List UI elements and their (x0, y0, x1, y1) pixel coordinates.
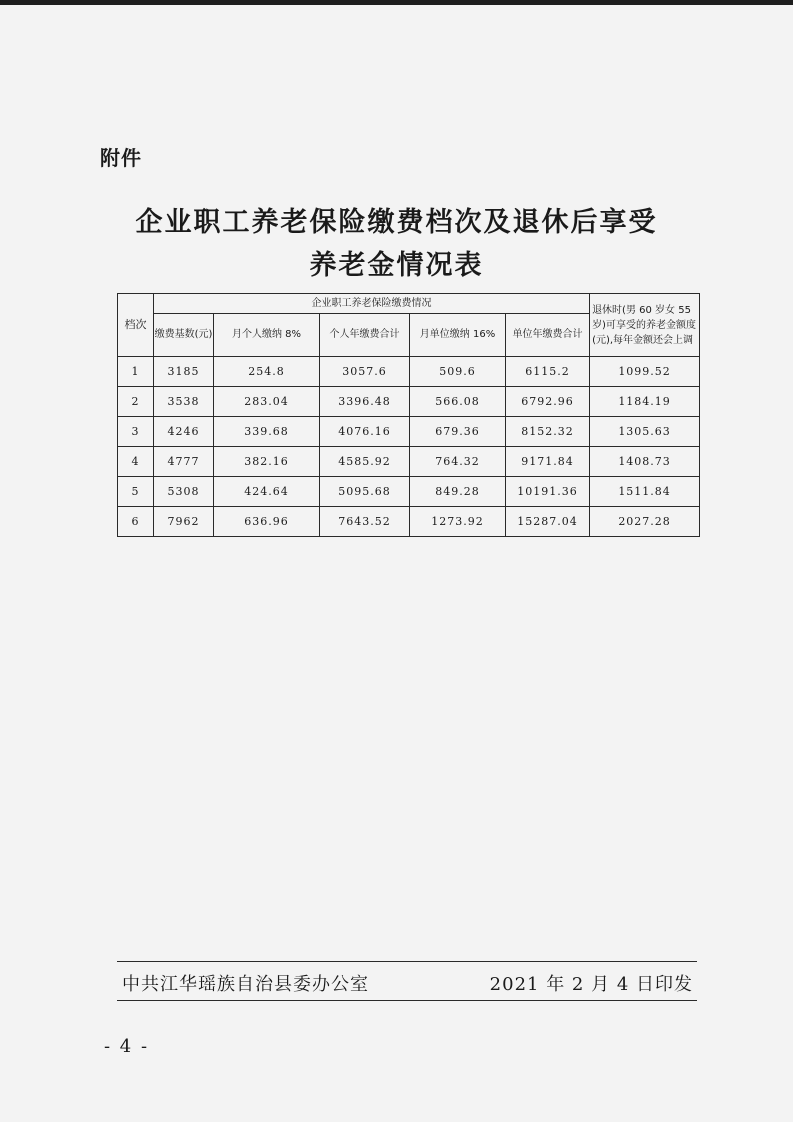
attachment-label: 附件 (100, 146, 142, 170)
unit-year-cell: 6792.96 (506, 387, 590, 417)
unit-month-cell: 1273.92 (410, 507, 506, 537)
pension-cell: 1099.52 (590, 357, 700, 387)
base-cell: 7962 (154, 507, 214, 537)
tier-cell: 5 (118, 477, 154, 507)
footer-bottom-rule (117, 1000, 697, 1001)
pension-cell: 1184.19 (590, 387, 700, 417)
unit-month-header: 月单位缴纳 16% (410, 314, 506, 357)
table-row (118, 357, 700, 387)
unit-month-cell: 849.28 (410, 477, 506, 507)
personal-month-cell: 283.04 (214, 387, 320, 417)
unit-month-cell: 764.32 (410, 447, 506, 477)
document-title-line-2: 养老金情况表 (309, 250, 484, 281)
personal-year-cell: 5095.68 (320, 477, 410, 507)
personal-year-cell: 4585.92 (320, 447, 410, 477)
document-title-line-1: 企业职工养老保险缴费档次及退休后享受 (135, 207, 658, 238)
unit-year-cell: 6115.2 (506, 357, 590, 387)
table-row (118, 507, 700, 537)
base-cell: 5308 (154, 477, 214, 507)
pension-cell: 1408.73 (590, 447, 700, 477)
contribution-table (117, 293, 700, 537)
scan-top-edge (0, 0, 793, 5)
personal-year-cell: 7643.52 (320, 507, 410, 537)
base-cell: 4246 (154, 417, 214, 447)
page-number: - 4 - (104, 1036, 150, 1057)
personal-year-cell: 3396.48 (320, 387, 410, 417)
base-cell: 3185 (154, 357, 214, 387)
tier-header: 档次 (118, 294, 154, 357)
table-row (118, 417, 700, 447)
pension-cell: 1305.63 (590, 417, 700, 447)
tier-cell: 1 (118, 357, 154, 387)
personal-month-cell: 339.68 (214, 417, 320, 447)
personal-year-cell: 3057.6 (320, 357, 410, 387)
issue-date: 2021 年 2 月 4 日印发 (489, 974, 693, 995)
pension-header: 退休时(男 60 岁女 55 岁)可享受的养老金额度(元),每年金额还会上调 (590, 294, 700, 357)
table-row (118, 387, 700, 417)
personal-month-cell: 382.16 (214, 447, 320, 477)
table-header-row (118, 294, 700, 314)
contribution-group-header: 企业职工养老保险缴费情况 (154, 294, 590, 314)
unit-year-cell: 9171.84 (506, 447, 590, 477)
unit-year-cell: 8152.32 (506, 417, 590, 447)
pension-cell: 2027.28 (590, 507, 700, 537)
unit-month-cell: 509.6 (410, 357, 506, 387)
base-cell: 3538 (154, 387, 214, 417)
base-header: 缴费基数(元) (154, 314, 214, 357)
pension-cell: 1511.84 (590, 477, 700, 507)
unit-month-cell: 679.36 (410, 417, 506, 447)
personal-year-cell: 4076.16 (320, 417, 410, 447)
personal-year-header: 个人年缴费合计 (320, 314, 410, 357)
personal-month-cell: 636.96 (214, 507, 320, 537)
personal-month-cell: 424.64 (214, 477, 320, 507)
tier-cell: 6 (118, 507, 154, 537)
unit-year-header: 单位年缴费合计 (506, 314, 590, 357)
base-cell: 4777 (154, 447, 214, 477)
unit-year-cell: 10191.36 (506, 477, 590, 507)
tier-cell: 4 (118, 447, 154, 477)
table-row (118, 447, 700, 477)
unit-year-cell: 15287.04 (506, 507, 590, 537)
unit-month-cell: 566.08 (410, 387, 506, 417)
footer-top-rule (117, 961, 697, 962)
personal-month-header: 月个人缴纳 8% (214, 314, 320, 357)
tier-cell: 3 (118, 417, 154, 447)
issuer-name: 中共江华瑶族自治县委办公室 (122, 974, 369, 995)
tier-cell: 2 (118, 387, 154, 417)
personal-month-cell: 254.8 (214, 357, 320, 387)
table-row (118, 477, 700, 507)
